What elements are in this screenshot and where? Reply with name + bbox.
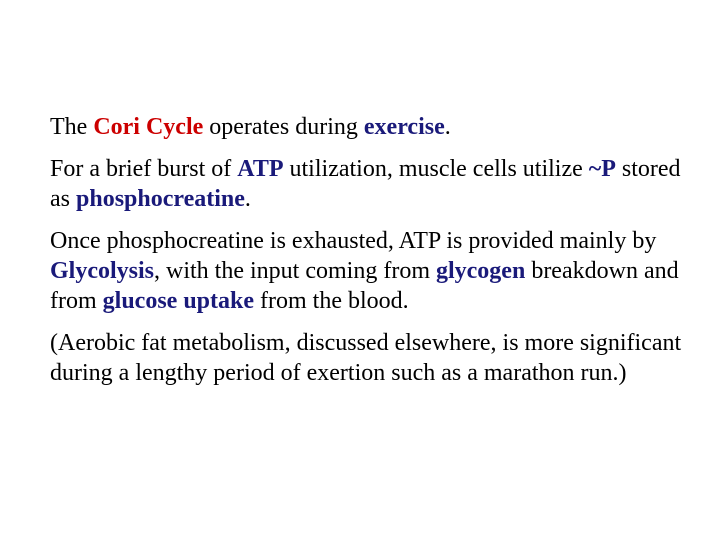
term-atp: ATP bbox=[237, 156, 284, 182]
term-phosphocreatine: phosphocreatine bbox=[76, 186, 245, 212]
text-segment: , with the input coming from bbox=[154, 258, 436, 284]
text-segment: (Aerobic fat metabolism, discussed elsewhere, is more significant during a lengthy period of exertion such as a marathon run.) bbox=[50, 330, 682, 386]
text-segment: The bbox=[50, 114, 94, 140]
text-segment: stored as bbox=[50, 156, 681, 212]
paragraph-cori-cycle bbox=[50, 112, 690, 142]
paragraph-atp bbox=[50, 154, 690, 214]
term-cori-cycle: Cori Cycle bbox=[93, 114, 204, 140]
term-glycolysis: Glycolysis bbox=[50, 258, 155, 284]
term-high-energy-phosphate: ~P bbox=[588, 156, 616, 182]
term-exercise: exercise bbox=[363, 114, 445, 140]
text-segment: breakdown and from bbox=[50, 258, 679, 314]
paragraph-aerobic-fat bbox=[50, 328, 690, 388]
text-segment: from the blood. bbox=[254, 288, 409, 314]
slide-body bbox=[50, 112, 690, 400]
text-segment: . bbox=[244, 186, 251, 212]
text-segment: For a brief burst of bbox=[50, 156, 238, 182]
text-segment: operates during bbox=[203, 114, 364, 140]
text-segment: utilization, muscle cells utilize bbox=[283, 156, 589, 182]
paragraph-glycolysis bbox=[50, 226, 690, 316]
term-glycogen: glycogen bbox=[435, 258, 526, 284]
text-segment: . bbox=[444, 114, 451, 140]
term-glucose-uptake: glucose uptake bbox=[102, 288, 255, 314]
text-segment: Once phosphocreatine is exhausted, ATP is provided mainly by bbox=[50, 228, 657, 254]
